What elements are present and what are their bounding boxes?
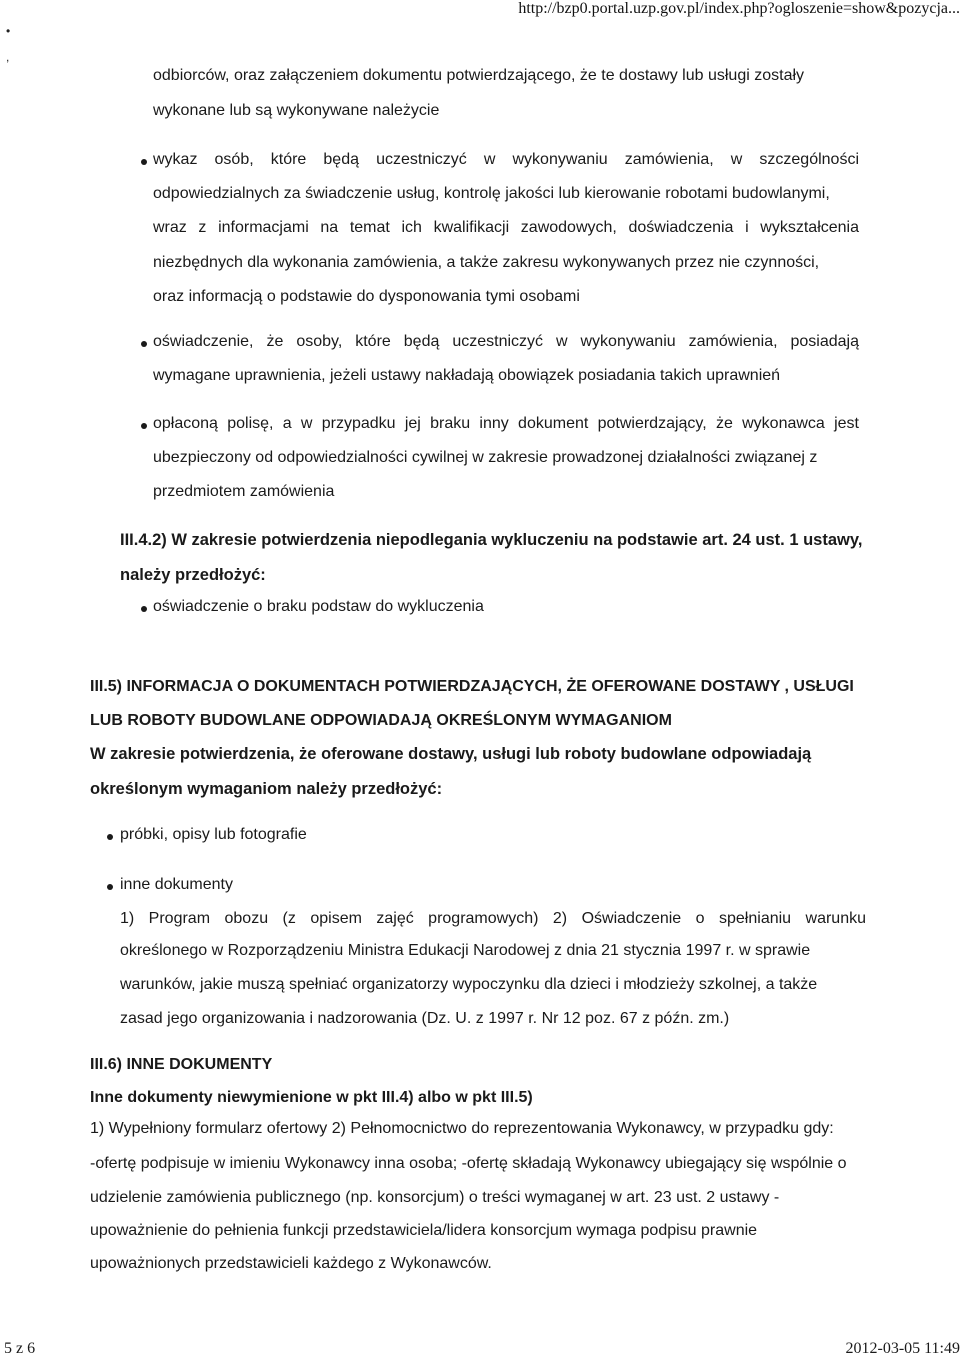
scan-mark: • bbox=[6, 24, 11, 38]
page-number: 5 z 6 bbox=[4, 1340, 36, 1357]
section-heading: III.4.2) W zakresie potwierdzenia niepodlegania wykluczeniu na podstawie art. 24 ust. 1 ustawy, bbox=[120, 531, 863, 549]
section-heading: III.6) INNE DOKUMENTY bbox=[90, 1056, 273, 1073]
section-subheading: W zakresie potwierdzenia, że oferowane dostawy, usługi lub roboty budowlane odpowiadają bbox=[90, 745, 812, 763]
document-text: warunków, jakie muszą spełniać organizatorzy wypoczynku dla dzieci i młodzieży szkolnej, a także bbox=[120, 976, 818, 993]
bullet-text: inne dokumenty bbox=[120, 876, 233, 893]
body-line: odbiorców, oraz załączeniem dokumentu potwierdzającego, że te dostawy lub usługi zostały bbox=[153, 67, 805, 84]
body-line: wykonane lub są wykonywane należycie bbox=[153, 102, 440, 119]
print-datetime: 2012-03-05 11:49 bbox=[845, 1340, 960, 1357]
section-subheading: określonym wymaganiom należy przedłożyć: bbox=[90, 780, 443, 798]
body-line: upoważnionych przedstawicieli każdego z Wykonawców. bbox=[90, 1255, 492, 1272]
bullet-text: próbki, opisy lub fotografie bbox=[120, 826, 307, 843]
document-text: zasad jego organizowania i nadzorowania (Dz. U. z 1997 r. Nr 12 poz. 67 z późn. zm.) bbox=[120, 1010, 730, 1027]
bullet-icon bbox=[141, 606, 147, 612]
page-url: http://bzp0.portal.uzp.gov.pl/index.php?ogloszenie=show&pozycja... bbox=[518, 0, 960, 17]
section-heading: należy przedłożyć: bbox=[120, 566, 266, 584]
bullet-text: odpowiedzialnych za świadczenie usług, kontrolę jakości lub kierowanie robotami budowlanymi, bbox=[153, 185, 830, 202]
bullet-icon bbox=[107, 884, 113, 890]
scan-mark: , bbox=[6, 50, 10, 64]
section-subheading: Inne dokumenty niewymienione w pkt III.4) albo w pkt III.5) bbox=[90, 1089, 533, 1106]
bullet-icon bbox=[141, 423, 147, 429]
body-line: -ofertę podpisuje w imieniu Wykonawcy inna osoba; -ofertę składają Wykonawcy ubiegający się wspólnie o bbox=[90, 1155, 847, 1172]
bullet-text: przedmiotem zamówienia bbox=[153, 483, 335, 500]
bullet-text: wykaz osób, które będą uczestniczyć w wykonywaniu zamówienia, w szczególności bbox=[153, 151, 859, 168]
bullet-text: oświadczenie o braku podstaw do wykluczenia bbox=[153, 598, 484, 615]
bullet-icon bbox=[141, 159, 147, 165]
bullet-text: niezbędnych dla wykonania zamówienia, a także zakresu wykonywanych przez nie czynności, bbox=[153, 254, 820, 271]
body-line: upoważnienie do pełnienia funkcji przedstawiciela/lidera konsorcjum wymaga podpisu prawnie bbox=[90, 1222, 758, 1239]
bullet-text: ubezpieczony od odpowiedzialności cywilnej w zakresie prowadzonej działalności związanej z bbox=[153, 449, 818, 466]
bullet-icon bbox=[141, 341, 147, 347]
bullet-text: wraz z informacjami na temat ich kwalifikacji zawodowych, doświadczenia i wykształcenia bbox=[153, 219, 859, 236]
bullet-text: oświadczenie, że osoby, które będą uczestniczyć w wykonywaniu zamówienia, posiadają bbox=[153, 333, 859, 350]
document-text: określonego w Rozporządzeniu Ministra Edukacji Narodowej z dnia 21 stycznia 1997 r. w sprawie bbox=[120, 942, 811, 959]
bullet-icon bbox=[107, 834, 113, 840]
body-line: udzielenie zamówienia publicznego (np. konsorcjum) o treści wymaganej w art. 23 ust. 2 ustawy - bbox=[90, 1189, 780, 1206]
bullet-text: opłaconą polisę, a w przypadku jej braku inny dokument potwierdzający, że wykonawca jest bbox=[153, 415, 859, 432]
document-text: 1) Program obozu (z opisem zajęć programowych) 2) Oświadczenie o spełnianiu warunku bbox=[120, 910, 866, 927]
section-heading: LUB ROBOTY BUDOWLANE ODPOWIADAJĄ OKREŚLONYM WYMAGANIOM bbox=[90, 712, 672, 729]
section-heading: III.5) INFORMACJA O DOKUMENTACH POTWIERDZAJĄCYCH, ŻE OFEROWANE DOSTAWY , USŁUGI bbox=[90, 678, 854, 695]
bullet-text: wymagane uprawnienia, jeżeli ustawy nakładają obowiązek posiadania takich uprawnień bbox=[153, 367, 781, 384]
bullet-text: oraz informacją o podstawie do dysponowania tymi osobami bbox=[153, 288, 580, 305]
body-line: 1) Wypełniony formularz ofertowy 2) Pełnomocnictwo do reprezentowania Wykonawcy, w przypadku gdy: bbox=[90, 1120, 834, 1137]
